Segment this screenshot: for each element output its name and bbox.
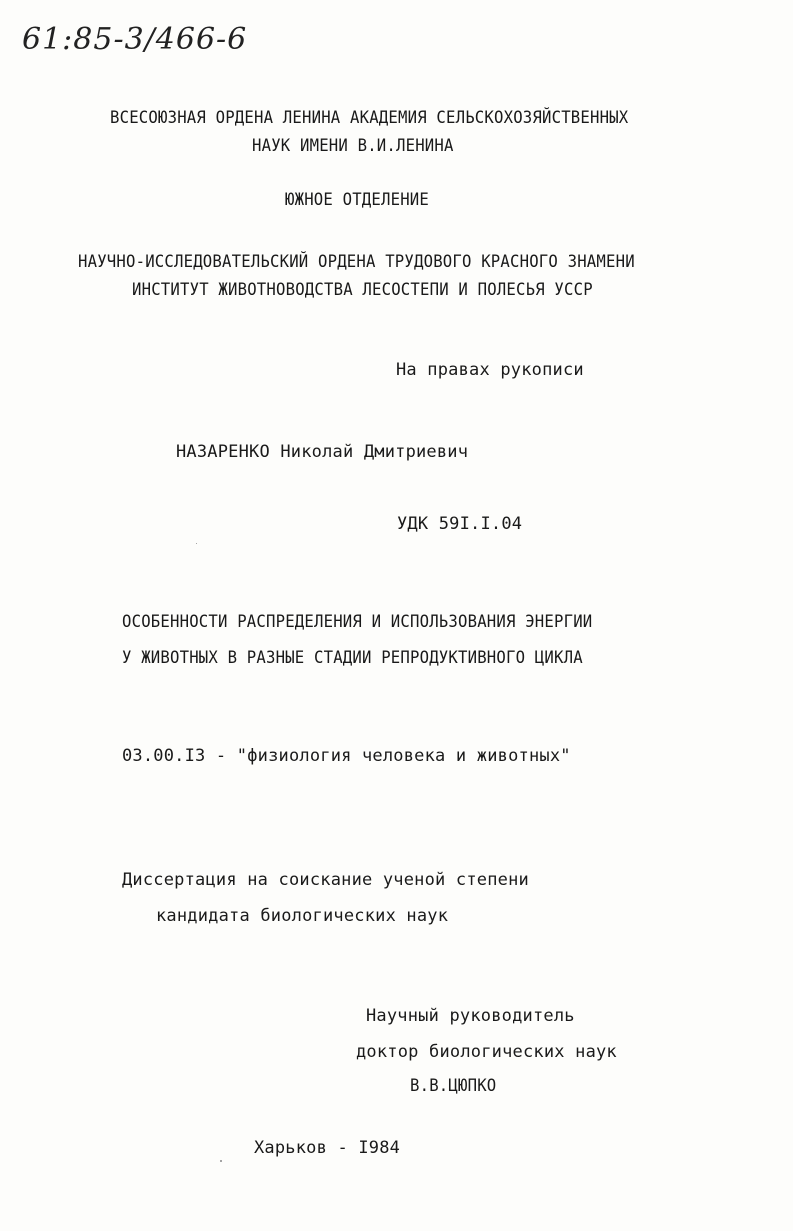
degree-line2: кандидата биологических наук: [156, 906, 449, 926]
place-and-year: Харьков - I984: [254, 1138, 401, 1158]
scan-speck: [196, 543, 197, 544]
udc-code: УДК 59I.I.04: [397, 514, 523, 534]
scan-speck: [220, 1160, 222, 1162]
supervisor-title: доктор биологических наук: [356, 1042, 617, 1062]
academy-name-line1: ВСЕСОЮЗНАЯ ОРДЕНА ЛЕНИНА АКАДЕМИЯ СЕЛЬСКОХОЗЯЙСТВЕННЫХ: [110, 108, 629, 128]
institute-name-line2: ИНСТИТУТ ЖИВОТНОВОДСТВА ЛЕСОСТЕПИ И ПОЛЕСЬЯ УССР: [132, 280, 593, 300]
author-name: НАЗАРЕНКО Николай Дмитриевич: [176, 442, 469, 462]
supervisor-name: В.В.ЦЮПКО: [410, 1076, 497, 1096]
academy-name-line2: НАУК ИМЕНИ В.И.ЛЕНИНА: [252, 136, 454, 156]
archive-handwritten-mark: 61:85-3/466-6: [22, 22, 248, 57]
degree-line1: Диссертация на соискание ученой степени: [122, 870, 529, 890]
department-name: ЮЖНОЕ ОТДЕЛЕНИЕ: [285, 190, 430, 210]
specialty-code: 03.00.I3 - "физиология человека и животных": [122, 746, 571, 766]
manuscript-rights-note: На правах рукописи: [396, 360, 584, 380]
dissertation-title-line2: У ЖИВОТНЫХ В РАЗНЫЕ СТАДИИ РЕПРОДУКТИВНОГО ЦИКЛА: [122, 648, 583, 668]
institute-name-line1: НАУЧНО-ИССЛЕДОВАТЕЛЬСКИЙ ОРДЕНА ТРУДОВОГО КРАСНОГО ЗНАМЕНИ: [78, 252, 635, 272]
supervisor-role: Научный руководитель: [366, 1006, 575, 1026]
dissertation-title-line1: ОСОБЕННОСТИ РАСПРЕДЕЛЕНИЯ И ИСПОЛЬЗОВАНИЯ ЭНЕРГИИ: [122, 612, 593, 632]
